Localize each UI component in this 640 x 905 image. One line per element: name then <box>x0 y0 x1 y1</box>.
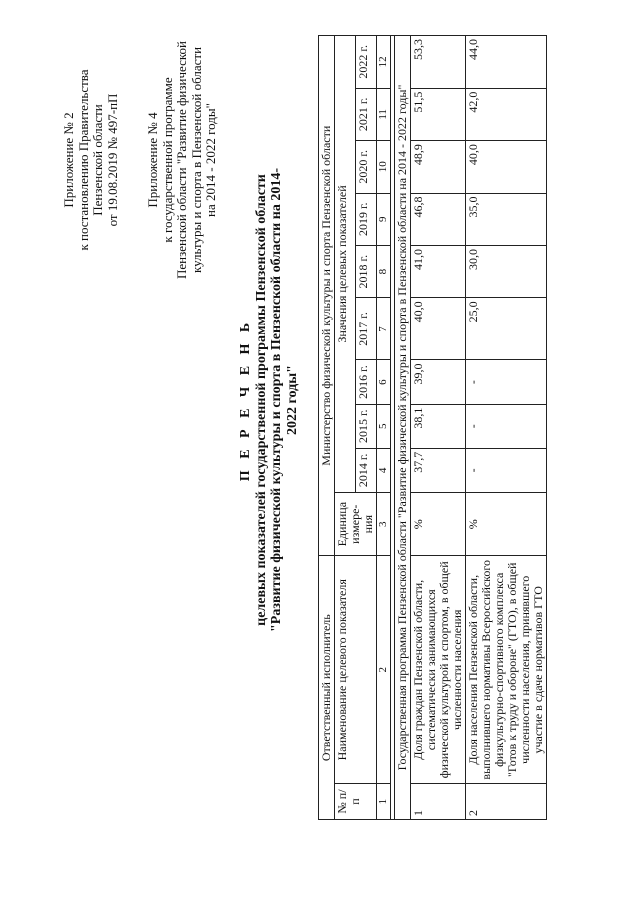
indicator-value: 35,0 <box>466 193 547 245</box>
indicator-value: 40,0 <box>466 141 547 193</box>
indicator-value: 30,0 <box>466 245 547 297</box>
indicator-value: 37,7 <box>411 448 466 492</box>
indicator-value: - <box>466 404 547 448</box>
indicator-name: Доля граждан Пензенской области, систематически занимающихся физической культурой и спортом, в общей численности населения <box>411 556 466 784</box>
appendix-2-block <box>62 0 120 320</box>
year-header: 2022 г. <box>356 36 377 89</box>
col-header-unit: Единица измере-ния <box>335 492 377 555</box>
indicator-value: 51,5 <box>411 88 466 140</box>
column-number: 8 <box>377 245 391 297</box>
year-header: 2015 г. <box>356 404 377 448</box>
col-header-values: Значения целевых показателей <box>335 36 356 493</box>
indicator-value: 48,9 <box>411 141 466 193</box>
title-line: "Развитие физической культуры и спорта в Пензенской области на 2014-2022 годы" <box>269 168 300 632</box>
program-title-cell: Государственная программа Пензенской области "Развитие физической культуры и спорта в Пензенской области на 2014 - 2022 годы" <box>395 36 411 820</box>
indicator-value: - <box>466 448 547 492</box>
header-row-main <box>335 36 356 820</box>
appendix-4-block <box>146 0 219 320</box>
responsible-label: Ответственный исполнитель <box>319 556 335 820</box>
indicator-unit: % <box>411 492 466 555</box>
column-number: 7 <box>377 298 391 360</box>
year-header: 2014 г. <box>356 448 377 492</box>
column-number: 1 <box>377 784 391 820</box>
column-number: 9 <box>377 193 391 245</box>
title-line: целевых показателей государственной программы Пензенской области <box>253 174 269 626</box>
indicators-table <box>318 35 547 820</box>
year-header: 2017 г. <box>356 298 377 360</box>
column-number: 6 <box>377 360 391 404</box>
row-number: 1 <box>411 784 466 820</box>
year-header: 2020 г. <box>356 141 377 193</box>
indicator-value: 41,0 <box>411 245 466 297</box>
appendix-4-line: к государственной программе <box>159 77 175 243</box>
appendix-2-line: к постановлению Правительства <box>75 69 91 251</box>
indicator-value: 53,3 <box>411 36 466 89</box>
year-header: 2016 г. <box>356 360 377 404</box>
header-row-responsible <box>319 36 335 820</box>
appendix-4-line: Пензенской области "Развитие физической <box>174 41 189 279</box>
year-header: 2021 г. <box>356 88 377 140</box>
appendix-4-line: Приложение № 4 <box>145 112 160 208</box>
column-number: 11 <box>377 88 391 140</box>
column-number: 12 <box>377 36 391 89</box>
column-number: 3 <box>377 492 391 555</box>
appendix-2-line: от 19.08.2019 № 497-пП <box>104 93 120 227</box>
appendix-4-line: на 2014 - 2022 годы" <box>203 103 218 217</box>
row-number: 2 <box>466 784 547 820</box>
program-row <box>395 36 411 820</box>
year-header: 2018 г. <box>356 245 377 297</box>
col-header-no: № п/п <box>335 784 377 820</box>
document-title <box>238 165 300 635</box>
year-header: 2019 г. <box>356 193 377 245</box>
column-number: 5 <box>377 404 391 448</box>
indicator-value: 42,0 <box>466 88 547 140</box>
col-header-name: Наименование целевого показателя <box>335 556 377 784</box>
table-row <box>411 36 466 820</box>
appendix-2-line: Пензенской области <box>90 104 105 216</box>
appendix-2-line: Приложение № 2 <box>61 112 76 208</box>
indicator-value: 38,1 <box>411 404 466 448</box>
table-row <box>466 36 547 820</box>
column-number: 4 <box>377 448 391 492</box>
indicator-name: Доля населения Пензенской области, выполнившего нормативы Всероссийского физкультурно-спортивного комплекса "Готов к труду и обороне" (ГТО), в общей численности населения, принявшего участие в сдаче нормативов ГТО <box>466 556 547 784</box>
column-number: 2 <box>377 556 391 784</box>
column-number: 10 <box>377 141 391 193</box>
appendix-4-line: культуры и спорта в Пензенской области <box>188 46 204 274</box>
indicator-value: 46,8 <box>411 193 466 245</box>
indicator-value: 39,0 <box>411 360 466 404</box>
indicator-value: 44,0 <box>466 36 547 89</box>
column-numbers-row <box>377 36 391 820</box>
indicator-value: - <box>466 360 547 404</box>
responsible-value: Министерство физической культуры и спорта Пензенской области <box>319 36 335 556</box>
indicator-unit: % <box>466 492 547 555</box>
indicator-value: 25,0 <box>466 298 547 360</box>
indicator-value: 40,0 <box>411 298 466 360</box>
title-heading: П Е Р Е Ч Е Н Ь <box>238 318 253 482</box>
